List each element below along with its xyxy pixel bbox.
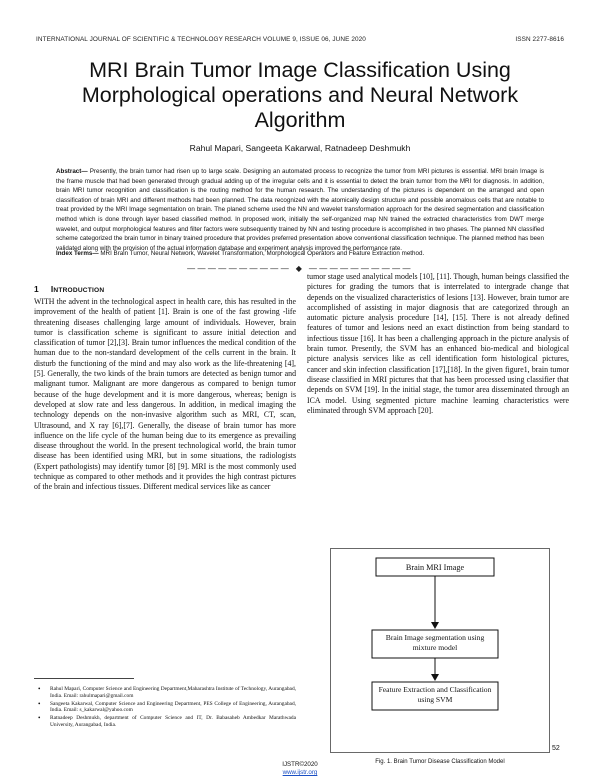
authors: Rahul Mapari, Sangeeta Kakarwal, Ratnadeep Deshmukh [189, 143, 411, 153]
footnote-item: • Rahul Mapari, Computer Science and Engineering Department,Maharashtra Institute of Technology, Aurangabad, India. Email: rahulmapari@gmail.com [50, 686, 296, 699]
box-label-segmentation: Brain Image segmentation using mixture model [385, 633, 485, 652]
figure-caption: Fig. 1. Brain Tumor Disease Classification Model [375, 759, 505, 765]
issn: ISSN 2277-8616 [515, 36, 564, 43]
footnote-item: • Ratnadeep Deshmukh, department of Computer Science and IT, Dr. Babasaheb Ambedkar Marathwada University, Aurangabad, India. [50, 715, 296, 728]
footnote-rule [34, 678, 134, 679]
running-header [36, 36, 564, 43]
box-label-brain-mri-image: Brain MRI Image [405, 563, 465, 572]
abstract-text: Presently, the brain tumor had risen up to large scale. Designing an automated process to recognize the tumor from MRI pictures is essential. MRI brain Image is the frame muscle that had been generated through gradual adding up of the irregular cells and it is essential to detect the brain tumor from the MRI for diagnosis. In addition, brain MRI tumor recognition and classification is the routing method for the human research. The understanding of the pictures is dependent on the arranged and open classification of brain MRI and different methods had been planned. The data recognized with the atomically design structure and possible anomalous cells that are notable to treat provided by the MRI Image segmentation on brain. The planed scheme used the NN and wavelet transformation approach for the desired segmentation and classification method which is done through layer based classified method. In proposed work, initially the self-organized map NN trained the extracted characteristics from DWT merge wavelet, and output morphological features and filter factors were subsequently trained by NN and testing procedure is accomplished in two phases. The planned NN classified scheme categorized the brain tumor in binary trained procedure that provides preferred presentation above conventional classification technique. The planned method has been validated along with the provision of the actual information database and experiment analysis improved the performance rate. [56, 168, 544, 252]
footer-website-link[interactable]: www.ijstr.org [282, 769, 318, 777]
section-number: 1 [34, 284, 39, 294]
index-terms [56, 249, 544, 258]
box-label-feature-extraction: Feature Extraction and Classification using SVM [378, 685, 492, 704]
footer-copyright: IJSTR©2020 [282, 761, 318, 768]
body-column-left: WITH the advent in the technological aspect in health care, this has resulted in the improvement of the health of patient [1]. Brain is one of the fast growing -life threatening diseases challenging large amount of individuals. However, brain tumor is classification scheme is significant to assure initial detection and classification of tumor [2],[3]. Brain tumor influences the medical condition of the human due to the non-standard development of the cells current in the brain. It disturb the functioning of the mind and may also work as the life-threatening [4], [5]. Generally, the two kinds of the brain tumors are detected as benign tumor and malignant tumor. Malignant are more dangerous as compared to benign tumor because of the huge development and it is more dangerous, whereas; benign is developed at slow rate and less dangerous. In addition, in medical imaging the technology depends on the non-invasive algorithm such as MRI, CT, scan, Ultrasound, and X ray [6],[7]. Generally, the disease of brain tumor has more influence on the life cycle of the human being due to its emergence as prevailing disease throughout the world. In the present technological world, the brain tumor disease has been identified using MRI, but in some situations, the radiologists (Expert pathologists) may identify tumor [8] [9]. MRI is the most commonly used technique as compared to other methods and it provides the high contrast pictures of the brain and infectious tissues. Different medical services like as cancer [34, 297, 296, 492]
footnote-item: • Sangeeta Kakarwal, Computer Science and Engineering Department, PES College of Engineering, Aurangabad, India. Email: s_kakarwal@yahoo.com [50, 701, 296, 714]
index-terms-text: MRI Brain Tumor, Neural Network, Wavelet Transformation, Morphological Operators and Feature Extraction method. [98, 250, 425, 257]
arrow-head-2 [431, 674, 439, 681]
paper-title: MRI Brain Tumor Image Classification Using Morphological operations and Neural Network Algorithm [81, 58, 519, 132]
body-column-right: tumor stage used analytical models [10], [11]. Though, human beings classified the pictures for grading the tumors that is interrelated to intergrade change that depends on the visualized characteristics of lesions [13]. However, brain tumor are accomplished of assisting in major diagnosis that are categorized through an automatic picture analysis procedure [14], [15]. There is not already defined features of tumor and lesions need an exact distinction from being standard to infectious tissue [16]. It has been a challenging approach in the picture analysis of brain tumor. Presently, the SVM has an enhanced bio-medical and biological picture analysis services like as cell identification form histological pictures, cancer and skin infection classification [17],[18]. In the given figure1, brain tumor disease classified in MRI pictures that that has been processed using classifier that depends on SVM [19]. In the initial stage, the tumor area disseminated through an ICA model. Using segmented picture machine learning characteristics were eliminated through SVM approach [20]. [307, 272, 569, 415]
section-separator: —————————— ◆ —————————— [187, 264, 413, 273]
section-title-rest: NTRODUCTION [53, 287, 105, 294]
arrow-head-1 [431, 622, 439, 629]
index-terms-label: Index Terms— [56, 250, 99, 257]
author-footnotes [50, 686, 296, 730]
page-footer [0, 761, 600, 777]
box-label-segmentation-wrap [374, 633, 496, 657]
page-number: 52 [552, 745, 560, 752]
section-heading [34, 284, 104, 294]
figure-1-flowchart [330, 548, 550, 753]
section-first-letter: I [50, 284, 54, 294]
journal-name: INTERNATIONAL JOURNAL OF SCIENTIFIC & TECHNOLOGY RESEARCH VOLUME 9, ISSUE 06, JUNE 2020 [36, 36, 366, 43]
abstract [56, 167, 544, 253]
abstract-label: Abstract— [56, 168, 88, 175]
box-label-feature-wrap [374, 685, 496, 709]
